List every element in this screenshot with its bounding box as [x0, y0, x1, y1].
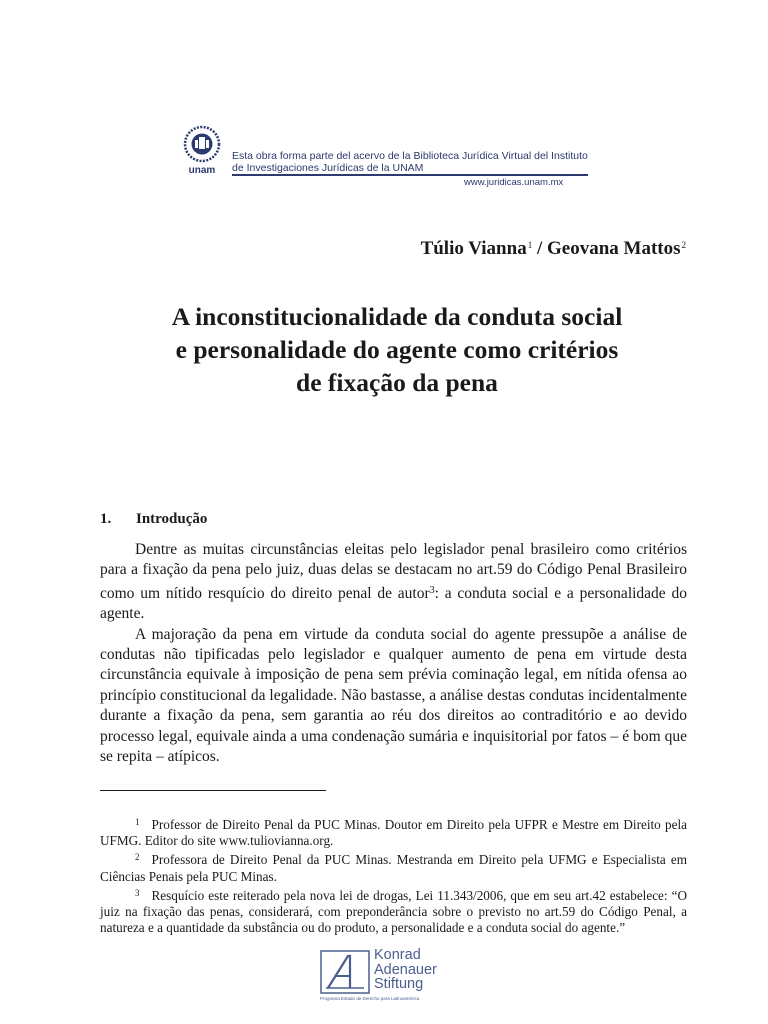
paragraph-1-text-b: : a conduta social e a personalidade do agente. [100, 584, 687, 623]
authors-line [421, 238, 686, 260]
section-number: 1. [100, 511, 112, 527]
footnote-1 [100, 814, 687, 849]
footnote-3 [100, 885, 687, 937]
kas-subtitle: Programa Estado de Derecho para Latinoamérica [320, 996, 420, 1001]
header-notice [232, 150, 592, 174]
header-line-1: Esta obra forma parte del acervo de la Biblioteca Jurídica Virtual del Instituto [232, 150, 588, 162]
kas-line-3: Stiftung [374, 976, 424, 992]
paragraph-2: A majoração da pena em virtude da conduta social do agente pressupõe a análise de condutas não tipificadas pelo legislador e qualquer aumento de pena em virtude desta circunstância equivale à imposição de pena sem prévia cominação legal, em nítida ofensa ao princípio constitucional da legalidade. Não bastasse, a análise destas condutas incidentalmente durante a fixação da pena, sem garantia ao réu dos direitos ao contraditório e ao devido processo legal, equivale ainda a uma condenação sumária e inquisitorial por fatos – é bom que se repita – atípicos. [100, 625, 687, 766]
footnote-1-text: Professor de Direito Penal da PUC Minas. Doutor em Direito pela UFPR e Mestre em Direito pela UFMG. Editor do site www.tuliovianna.org. [100, 817, 687, 849]
header-url-link[interactable]: www.juridicas.unam.mx [464, 177, 564, 188]
author-separator: / [532, 238, 547, 259]
kas-logo-mark [320, 950, 370, 994]
footnote-2-text: Professora de Direito Penal da PUC Minas. Mestranda em Direito pela UFMG e Especialista em Ciências Penais pela PUC Minas. [100, 852, 687, 884]
kas-logo-text [374, 948, 437, 992]
title-line-2: e personalidade do agente como critérios [175, 335, 619, 364]
footnote-3-text: Resquício este reiterado pela nova lei de drogas, Lei 11.343/2006, que em seu art.42 estabelece: “O juiz na fixação das penas, considerará, com preponderância sobre o previsto no art.59 do Código Penal, a natureza e a quantidade da substância ou do produto, a personalidade e a conduta social do agente.” [100, 887, 687, 936]
unam-seal-logo [178, 124, 226, 176]
section-heading [100, 511, 207, 528]
footnote-separator [100, 790, 326, 791]
article-title [92, 300, 702, 399]
title-line-1: A inconstitucionalidade da conduta social [171, 302, 623, 331]
section-title: Introdução [136, 511, 208, 527]
footnote-2 [100, 849, 687, 884]
author-2: Geovana Mattos [546, 238, 681, 259]
footnote-2-mark: 2 [135, 852, 140, 863]
footnote-1-mark: 1 [135, 817, 140, 827]
author-1-footnote-ref[interactable]: 1 [527, 240, 533, 250]
unam-logo-label: unam [188, 165, 216, 176]
footnote-ref-3[interactable]: 3 [429, 584, 435, 596]
author-1: Túlio Vianna [420, 238, 527, 259]
kas-line-2: Adenauer [374, 961, 437, 978]
body-text [100, 540, 687, 767]
title-line-3: de fixação da pena [296, 368, 498, 397]
paragraph-1-text-a: Dentre as muitas circunstâncias eleitas pelo legislador penal brasileiro como critérios para a fixação da pena pelo juiz, duas delas se destacam no art.59 do Código Penal Brasileiro como um nítido resquício do direito penal de autor [100, 541, 687, 602]
kas-line-1: Konrad [374, 947, 421, 963]
header-divider [232, 174, 588, 176]
header-line-2: de Investigaciones Jurídicas de la UNAM [232, 162, 424, 174]
author-2-footnote-ref[interactable]: 2 [681, 240, 686, 250]
paragraph-1 [100, 540, 687, 625]
footnote-3-mark: 3 [135, 887, 140, 898]
unam-seal-icon [178, 124, 226, 176]
kas-logo-icon [320, 950, 370, 994]
footnotes [100, 814, 687, 936]
